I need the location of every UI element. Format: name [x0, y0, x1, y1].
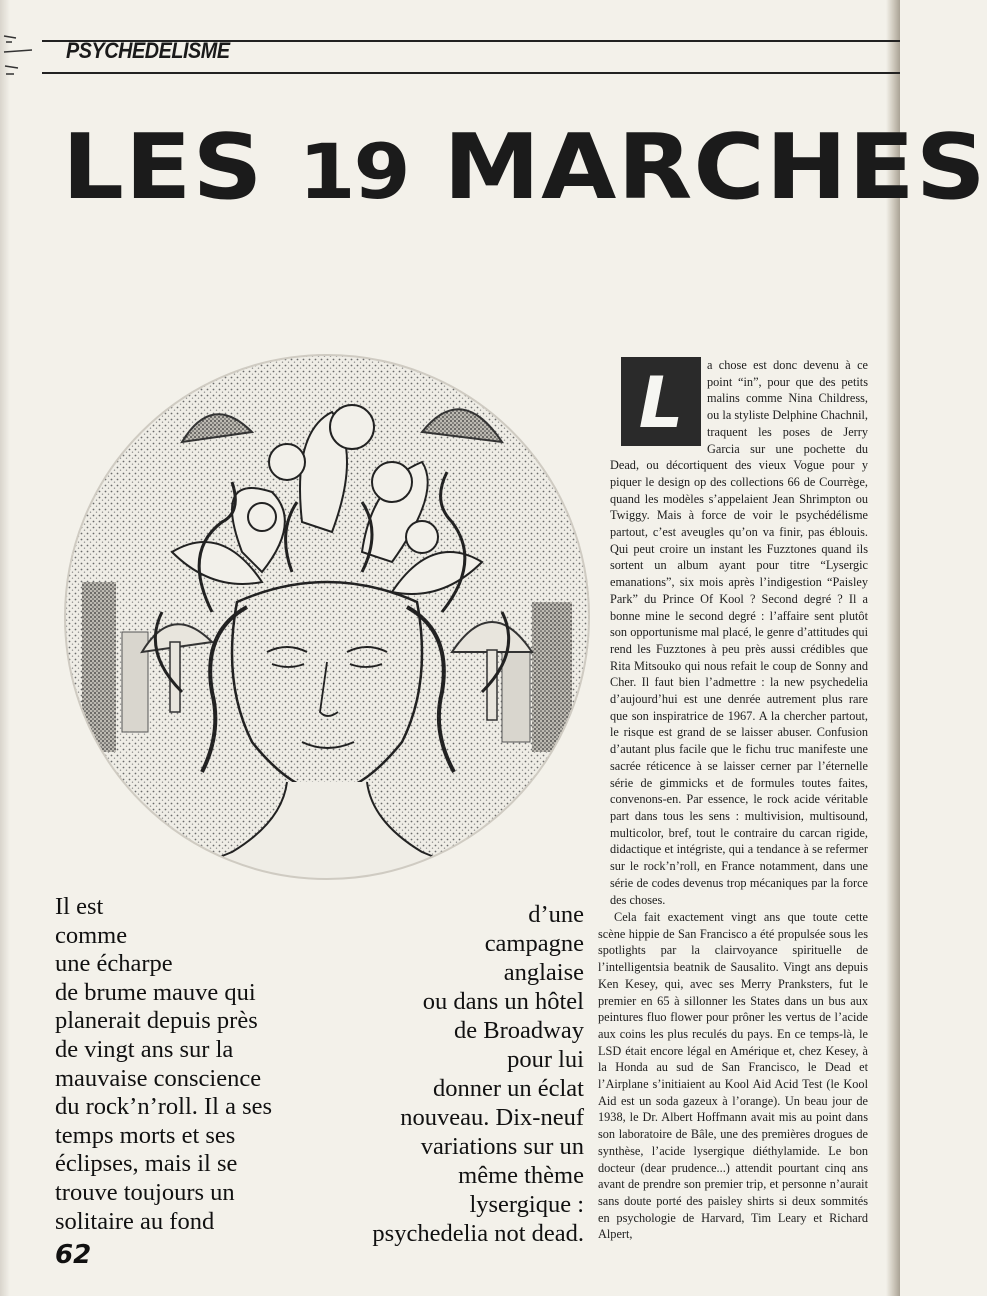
- headline: [62, 115, 987, 222]
- intro-left-line: comme: [55, 921, 128, 949]
- intro-right-line: variations sur un: [420, 1133, 584, 1160]
- intro-left-line: de vingt ans sur la: [55, 1035, 234, 1063]
- intro-left-line: solitaire au fond: [55, 1207, 215, 1235]
- intro-right-line: même thème: [458, 1162, 584, 1189]
- intro-right-line: psychedelia not dead.: [372, 1220, 584, 1247]
- intro-right-line: campagne: [484, 930, 584, 957]
- intro-left-line: temps morts et ses: [55, 1121, 236, 1149]
- intro-right-line: lysergique :: [469, 1191, 584, 1218]
- intro-right-line: d’une: [528, 901, 584, 928]
- intro-left-line: mauvaise conscience: [55, 1064, 262, 1092]
- intro-right-line: donner un éclat: [432, 1075, 584, 1102]
- intro-left-line: du rock’n’roll. Il a ses: [55, 1093, 273, 1121]
- intro-text-left: [55, 893, 330, 1236]
- page-number: 62: [55, 1240, 92, 1270]
- headline-word-1: LES: [62, 115, 264, 220]
- article-column-1: [610, 357, 868, 908]
- intro-left-line: Il est: [55, 893, 104, 920]
- section-label: PSYCHEDELISME: [66, 38, 230, 63]
- headline-number: 19: [298, 127, 409, 216]
- intro-right-line: pour lui: [507, 1046, 584, 1073]
- intro-right-line: ou dans un hôtel: [422, 988, 584, 1015]
- headline-word-2: MARCHES: [443, 115, 987, 220]
- binding-spine: [0, 0, 10, 1296]
- intro-right-line: nouveau. Dix-neuf: [400, 1104, 584, 1131]
- psychedelic-head-illustration: [62, 352, 592, 882]
- intro-right-line: de Broadway: [454, 1017, 584, 1044]
- article-column-2: [598, 909, 868, 1243]
- intro-left-line: de brume mauve qui: [55, 978, 256, 1006]
- intro-left-line: éclipses, mais il se: [55, 1150, 238, 1178]
- intro-left-line: planerait depuis près: [55, 1007, 258, 1035]
- binding-staple-marks: [2, 30, 42, 80]
- intro-text-right: [318, 900, 584, 1248]
- article-paragraph-2: Cela fait exactement vingt ans que toute cette scène hippie de San Francisco a été propulsée sous les spotlights par la clairvoyance spirituelle de l’intelligentsia beatnik de Sausalito. Vingt ans depuis Ken Kesey, qui, avec ses Merry Pranksters, fut le premier en 65 à sillonner les States dans un bus aux peintures fluo flower pour prôner les vertus de l’acide aux coins les plus reculés du pays. En ce temps-là, le LSD était encore légal en Amérique et, chez Kesey, à la Honda au sud de San Francisco, le Dead et l’Airplane s’initiaient au Kool Aid Acid Test (le Kool Aid est un soda gazeux à l’orange). Un beau jour de 1938, le Dr. Albert Hoffmann avait mis au point dans son laboratoire de Bâle, une des premières drogues de synthèse, l’acide lysergique diéthylamide. Le bon docteur (dear prudence...) attendit pourtant cinq ans avant de prendre son premier trip, et personne n’aurait sans doute porté des paisley shirts si deux sommités en psychologie de Harvard, Tim Leary et Richard Alpert,: [598, 910, 868, 1242]
- header-rule-bottom: [42, 72, 900, 74]
- dropcap-letter: L: [638, 362, 684, 444]
- intro-right-line: anglaise: [503, 959, 584, 986]
- intro-left-line: une écharpe: [55, 950, 173, 978]
- article-paragraph-1: a chose est donc devenu à ce point “in”, pour que des petits malins comme Nina Childress, ou la styliste Delphine Chachnil, traquent les poses de Jerry Garcia sur une pochette du Dead, ou décortiquent des vieux Vogue pour y piquer le design op des collections 66 de Courrège, quand les modèles s’appelaient Jean Shrimpton ou Twiggy. Mais à force de voir le psychédélisme partout, c’est aveugles qu’on va finir, pas éblouis. Qui peut croire un instant les Fuzztones quand ils sortent un album ayant pour titre “Lysergic emanations”, six mois après l’indigestion “Paisley Park” du Prince Of Kool ? Second degré ? Il a bonne mine le second degré : l’affaire sent plutôt son opportunisme mal placé, le genre d’attitudes qui rend les Fuzztones à peu près aussi crédibles que Rita Mitsouko qui nous refait le coup de Sonny and Cher. Il faut bien l’admettre : la new psychedelia d’aujourd’hui est une denrée autrement plus rare que son inspiratrice de 1967. A la chercher partout, le risque est grand de se laisser abuser. Confusion d’autant plus facile que le fichu truc manifeste une sacrée réticence à se laisser cerner par l’éternelle série de gimmicks et de formules toutes faites, convenons-en. Par essence, le rock acide véritable part dans tous les sens : multivision, multisound, multicolor, bref, tout le contraire du carcan rigide, didactique et intégriste, qui a tendance à se refermer sur le rock’n’roll, en France notamment, dans une série de codes devenus trop mécaniques par la force des choses.: [610, 358, 868, 907]
- intro-left-line: trouve toujours un: [55, 1178, 235, 1206]
